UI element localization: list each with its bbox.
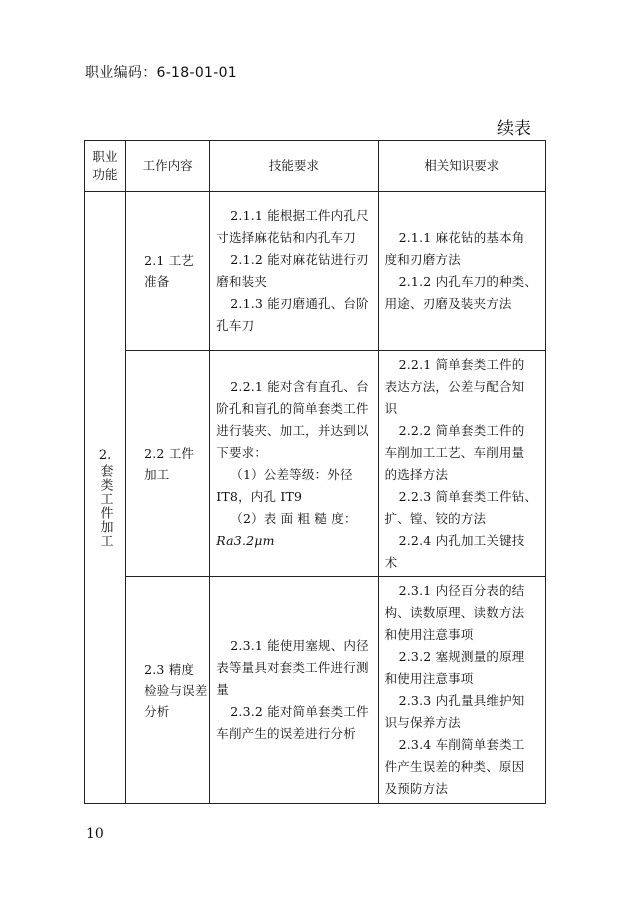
skill-line: 进行装夹、加工，并达到以 (216, 422, 369, 438)
work-content-cell (126, 577, 210, 804)
work-line: 检验与误差 (144, 682, 208, 698)
skill-line: （1）公差等级：外径 (230, 466, 353, 482)
knowledge-line: 件产生误差的种类、原因 (384, 759, 525, 774)
knowledge-line: 2.3.3 内孔量具维护知 (398, 693, 525, 708)
skill-line: 下要求： (216, 444, 268, 460)
knowledge-line: 2.2.3 简单套类工件钻、 (398, 488, 538, 504)
skill-line: 2.2.1 能对含有直孔、台 (230, 378, 369, 394)
header-work-content: 工作内容 (126, 141, 210, 192)
continued-label: 续表 (497, 119, 531, 139)
skill-line: （2）表 面 粗 糙 度： (230, 510, 357, 526)
function-number: 2. (98, 448, 112, 463)
knowledge-cell (378, 577, 545, 804)
table-row (85, 192, 546, 351)
knowledge-line: 2.3.2 塞规测量的原理 (398, 649, 525, 664)
header-function-line: 功能 (92, 167, 118, 182)
header-function-line: 职业 (92, 149, 118, 164)
knowledge-line: 和使用注意事项 (384, 671, 474, 686)
skill-line: 磨和装夹 (216, 274, 268, 289)
table-header-row (85, 141, 546, 192)
knowledge-line: 及预防方法 (384, 781, 449, 796)
skill-table (84, 140, 546, 804)
table-row (85, 577, 546, 804)
table-row (85, 351, 546, 577)
work-content-cell (126, 351, 210, 577)
skill-line: Ra3.2μm (216, 532, 275, 548)
skill-cell (210, 192, 378, 351)
knowledge-cell (378, 351, 545, 577)
skill-line: 2.1.3 能刃磨通孔、台阶 (230, 296, 369, 311)
knowledge-line: 扩、镗、铰的方法 (384, 510, 487, 526)
skill-line: 2.3.2 能对简单套类工件 (230, 704, 369, 719)
knowledge-line: 构、读数原理、读数方法 (384, 605, 525, 620)
work-line: 加工 (144, 466, 170, 482)
work-line: 分析 (144, 703, 170, 719)
function-name: 套类工件加工 (97, 464, 113, 548)
knowledge-line: 和使用注意事项 (384, 627, 474, 642)
skill-line: 2.1.1 能根据工件内孔尺 (230, 208, 369, 223)
knowledge-cell (378, 192, 545, 351)
function-cell (85, 192, 126, 804)
knowledge-line: 的选择方法 (384, 466, 449, 482)
knowledge-line: 2.3.4 车削简单套类工 (398, 737, 525, 752)
skill-line: 车削产生的误差进行分析 (216, 726, 356, 741)
skill-line: 阶孔和盲孔的简单套类工件 (216, 400, 369, 416)
skill-cell (210, 351, 378, 577)
skill-cell (210, 577, 378, 804)
knowledge-line: 用途、刃磨及装夹方法 (384, 296, 512, 311)
work-line: 2.1 工艺 (144, 253, 195, 268)
skill-line: IT8，内孔 IT9 (216, 488, 303, 504)
knowledge-line: 术 (384, 554, 398, 570)
skill-line: 2.1.2 能对麻花钻进行刃 (230, 252, 369, 267)
skill-line: 2.3.1 能使用塞规、内径 (230, 638, 369, 653)
header-skill: 技能要求 (210, 141, 378, 192)
skill-line: 表等量具对套类工件进行测 (216, 660, 369, 675)
knowledge-line: 2.2.4 内孔加工关键技 (398, 532, 525, 548)
skill-line: 寸选择麻花钻和内孔车刀 (216, 230, 356, 245)
header-knowledge: 相关知识要求 (378, 141, 545, 192)
knowledge-line: 2.1.1 麻花钻的基本角 (398, 230, 525, 245)
skill-line: 孔车刀 (216, 318, 255, 333)
work-line: 准备 (144, 274, 170, 289)
knowledge-line: 2.2.2 简单套类工件的 (398, 422, 525, 438)
work-line: 2.3 精度 (144, 661, 195, 677)
knowledge-line: 表达方法，公差与配合知 (384, 378, 525, 394)
knowledge-line: 识与保养方法 (384, 715, 461, 730)
page-number: 10 (86, 826, 104, 842)
knowledge-line: 2.2.1 简单套类工件的 (398, 356, 525, 372)
knowledge-line: 识 (384, 400, 398, 416)
occupation-code: 职业编码：6-18-01-01 (85, 65, 238, 81)
knowledge-line: 车削加工工艺、车削用量 (384, 444, 525, 460)
knowledge-line: 2.1.2 内孔车刀的种类、 (398, 274, 538, 289)
skill-line: 量 (216, 682, 229, 697)
work-line: 2.2 工件 (144, 445, 195, 461)
knowledge-line: 度和刃磨方法 (384, 252, 461, 267)
header-function (85, 141, 126, 192)
knowledge-line: 2.3.1 内径百分表的结 (398, 583, 525, 598)
work-content-cell (126, 192, 210, 351)
